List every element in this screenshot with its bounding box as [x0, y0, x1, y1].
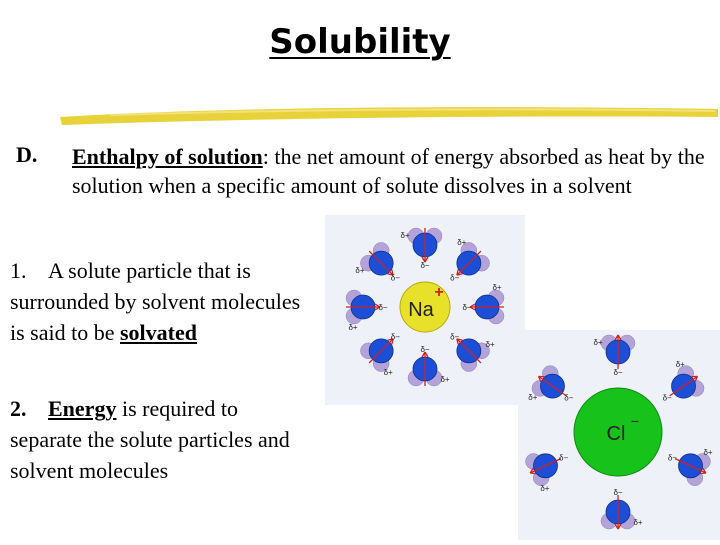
point-2 [10, 393, 310, 486]
partial-charge-label: δ− [462, 303, 472, 312]
partial-positive-label: δ+ [540, 484, 550, 494]
title-underline-rule [0, 95, 720, 135]
partial-charge-label: δ− [564, 393, 574, 403]
point-1-text [10, 258, 300, 345]
partial-positive-label: δ+ [703, 447, 713, 457]
point-2-number: 2. [10, 396, 27, 421]
partial-charge-label: δ− [559, 453, 569, 463]
partial-charge-label: δ− [420, 261, 430, 270]
partial-positive-label: δ+ [633, 518, 643, 527]
slide-title: Solubility [269, 22, 451, 62]
partial-charge-label: δ− [450, 332, 460, 342]
cation-symbol: Na [408, 299, 434, 321]
partial-positive-label: δ+ [400, 231, 410, 240]
partial-positive-label: δ+ [440, 375, 450, 384]
definition-text [72, 142, 712, 200]
partial-charge-label: δ− [450, 273, 460, 283]
partial-positive-label: δ+ [355, 266, 365, 276]
partial-positive-label: δ+ [528, 392, 538, 402]
anion-symbol: Cl [606, 423, 626, 445]
partial-charge-label: δ− [378, 303, 388, 312]
partial-positive-label: δ+ [348, 323, 358, 332]
point-2-text [10, 396, 290, 483]
partial-charge-label: δ− [390, 332, 400, 342]
partial-charge-label: δ− [390, 273, 400, 283]
partial-positive-label: δ+ [492, 283, 502, 292]
cation-solvation-diagram [325, 215, 525, 405]
partial-positive-label: δ+ [675, 359, 685, 369]
anion-charge: − [630, 413, 640, 429]
partial-charge-label: δ− [613, 368, 623, 377]
partial-positive-label: δ+ [593, 338, 603, 347]
partial-positive-label: δ+ [485, 339, 495, 349]
term-enthalpy: Enthalpy of solution [72, 144, 263, 169]
point-1 [10, 255, 310, 348]
partial-charge-label: δ− [420, 345, 430, 354]
point-1-text-before: A solute particle that is surrounded by solvent molecules is said to be [10, 258, 301, 345]
section-label: D. [16, 142, 38, 167]
partial-positive-label: δ+ [457, 237, 467, 247]
partial-charge-label: δ− [667, 453, 677, 463]
definition-body: : the net amount of energy absorbed as heat by the solution when a specific amount of solute dissolves in a solvent [72, 144, 705, 198]
partial-charge-label: δ− [613, 488, 623, 497]
anion-solvation-diagram [518, 330, 720, 540]
point-1-emphasis: solvated [120, 320, 197, 345]
partial-positive-label: δ+ [383, 368, 393, 378]
point-1-number: 1. [10, 258, 27, 283]
partial-charge-label: δ− [662, 393, 672, 403]
cation-charge: + [434, 284, 444, 301]
point-2-emphasis: Energy [48, 396, 117, 421]
point-2-text-after: is required to separate the solute particles and solvent molecules [10, 396, 290, 483]
